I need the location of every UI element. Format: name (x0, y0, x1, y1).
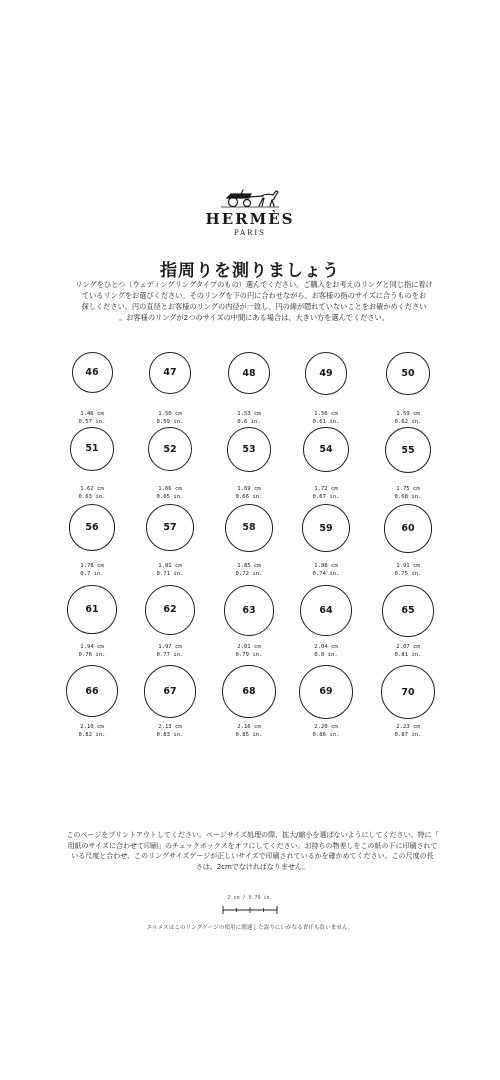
carriage-icon (219, 188, 281, 208)
ring-size-item (50, 427, 134, 501)
ring-diameter-cm: 1.78 cm (80, 562, 104, 569)
ring-size-item (50, 665, 134, 739)
ruler-icon (220, 905, 280, 915)
ring-size-item (128, 427, 212, 501)
ring-diameter-in: 0.8 in. (314, 651, 338, 658)
ring-size-label: 63 (242, 604, 256, 616)
ring-size-label: 48 (242, 367, 256, 379)
ring-size-label: 66 (85, 685, 99, 697)
ring-diameter-cm: 1.97 cm (158, 643, 182, 650)
ring-size-label: 56 (85, 521, 99, 533)
ring-diameter-in: 0.74 in. (312, 570, 340, 577)
ring-size-label: 61 (85, 604, 99, 616)
ring-size-label: 47 (163, 367, 177, 379)
ring-measurement (284, 410, 368, 426)
ring-measurement (128, 723, 212, 739)
ring-size-item (366, 665, 450, 739)
ring-circle (382, 585, 434, 637)
ring-diameter-in: 0.82 in. (78, 731, 106, 738)
ring-diameter-in: 0.71 in. (156, 570, 184, 577)
ring-circle (227, 427, 272, 472)
ring-diameter-cm: 1.62 cm (80, 485, 104, 492)
ring-diameter-in: 0.81 in. (394, 651, 422, 658)
ring-diameter-cm: 1.88 cm (314, 562, 338, 569)
ring-diameter-cm: 1.81 cm (158, 562, 182, 569)
intro-line: リングをひとつ（ウェディングリングタイプのもの）選んでください。ご購入をお考えのリングと同じ指に着け (75, 280, 433, 289)
ring-size-item (284, 427, 368, 501)
ring-size-item (284, 504, 368, 578)
ring-size-label: 64 (319, 605, 333, 617)
ring-size-label: 46 (85, 367, 99, 378)
ring-circle (299, 665, 353, 719)
ring-circle (148, 427, 192, 471)
ring-diameter-in: 0.75 in. (394, 570, 422, 577)
ring-diameter-cm: 2.10 cm (80, 723, 104, 730)
ring-size-label: 68 (242, 686, 256, 698)
ring-diameter-cm: 1.53 cm (237, 410, 261, 417)
ring-diameter-cm: 1.46 cm (80, 411, 104, 417)
brand-name: HERMÈS (205, 210, 295, 228)
ring-diameter-in: 0.65 in. (156, 493, 184, 500)
intro-text (64, 279, 444, 323)
ring-diameter-in: 0.72 in. (235, 570, 263, 577)
ring-measurement (128, 562, 212, 578)
ring-diameter-in: 0.7 in. (80, 570, 104, 577)
ring-circle (386, 352, 429, 395)
ring-size-item (284, 585, 368, 659)
ring-diameter-cm: 1.94 cm (80, 643, 104, 650)
ring-diameter-in: 0.79 in. (235, 651, 263, 658)
ring-diameter-cm: 1.91 cm (396, 562, 420, 569)
ring-diameter-in: 0.6 in. (237, 418, 261, 425)
ring-size-item (207, 352, 291, 426)
ring-diameter-cm: 2.20 cm (314, 723, 338, 730)
ring-size-label: 49 (319, 367, 333, 379)
ring-measurement (207, 562, 291, 578)
ring-diameter-in: 0.66 in. (235, 493, 263, 500)
ring-measurement (366, 562, 450, 578)
ring-size-item (284, 352, 368, 426)
ring-size-label: 55 (401, 444, 415, 456)
ring-diameter-cm: 1.75 cm (396, 485, 420, 492)
ring-size-label: 51 (85, 443, 99, 455)
ring-size-label: 70 (401, 686, 415, 698)
ring-diameter-cm: 1.50 cm (158, 410, 182, 417)
ring-circle (384, 504, 433, 553)
ring-size-label: 67 (163, 685, 177, 697)
ring-measurement (284, 562, 368, 578)
ring-circle (144, 665, 197, 718)
ring-size-item (366, 427, 450, 501)
ring-circle (303, 427, 348, 472)
ring-size-item (366, 585, 450, 659)
ring-diameter-cm: 1.56 cm (314, 410, 338, 417)
ring-measurement (284, 643, 368, 659)
ring-circle (149, 352, 191, 394)
ring-diameter-cm: 2.04 cm (314, 643, 338, 650)
ring-size-label: 62 (163, 604, 177, 616)
ring-diameter-cm: 1.85 cm (237, 562, 261, 569)
ring-diameter-in: 0.83 in. (156, 731, 184, 738)
scale-ruler (0, 895, 500, 915)
footer-line: さは、2cmでなければなりません。 (195, 862, 310, 871)
ring-measurement (128, 643, 212, 659)
ring-measurement (128, 410, 212, 426)
ring-diameter-cm: 2.23 cm (396, 723, 420, 730)
ring-diameter-cm: 1.69 cm (237, 485, 261, 492)
ring-diameter-cm: 1.59 cm (396, 410, 420, 417)
ring-size-item (128, 665, 212, 739)
ring-size-item (128, 352, 212, 426)
ring-measurement (50, 485, 134, 501)
ring-size-item (50, 504, 134, 578)
ring-circle (385, 427, 431, 473)
ring-diameter-in: 0.76 in. (78, 651, 106, 658)
ring-diameter-cm: 2.16 cm (237, 723, 261, 730)
ring-measurement (50, 643, 134, 659)
ring-size-item (366, 352, 450, 426)
ring-size-item (50, 352, 134, 426)
ring-circle (67, 585, 116, 634)
disclaimer: エルメスはこのリングゲージの使用に関連した誤りにいかなる責任も負いません。 (146, 925, 354, 931)
ring-size-item (207, 585, 291, 659)
ring-size-label: 69 (319, 686, 333, 698)
ring-diameter-cm: 2.01 cm (237, 643, 261, 650)
ring-size-label: 65 (401, 605, 415, 617)
ring-measurement (284, 485, 368, 501)
ring-size-item (207, 504, 291, 578)
ring-diameter-in: 0.68 in. (394, 493, 422, 500)
ring-size-item (207, 427, 291, 501)
ring-circle (72, 352, 113, 393)
ring-measurement (366, 410, 450, 426)
ring-measurement (207, 410, 291, 426)
intro-line: ているリングをお選びください。そのリングを下の円に合わせながら、お客様の指のサイズに合うものをお (81, 291, 427, 300)
ring-size-item (366, 504, 450, 578)
ring-diameter-in: 0.77 in. (156, 651, 184, 658)
ring-circle (228, 352, 270, 394)
intro-line: 探しください。円の直径とお客様のリングの内径が一致し、円の線が隠れていないことをお確かめください (81, 302, 427, 311)
ring-circle (70, 427, 114, 471)
ring-size-item (207, 665, 291, 739)
ring-size-label: 53 (242, 443, 256, 455)
ring-measurement (128, 485, 212, 501)
ring-diameter-cm: 2.07 cm (396, 643, 420, 650)
ring-diameter-in: 0.59 in. (156, 418, 184, 425)
ring-measurement (207, 485, 291, 501)
ring-diameter-in: 0.86 in. (312, 731, 340, 738)
ring-diameter-cm: 1.66 cm (158, 485, 182, 492)
ring-size-item (284, 665, 368, 739)
ring-circle (225, 504, 273, 552)
ring-size-label: 52 (163, 443, 177, 455)
ring-circle (222, 665, 275, 718)
ring-diameter-in: 0.61 in. (312, 418, 340, 425)
ring-diameter-in: 0.87 in. (394, 731, 422, 738)
ring-circle (300, 585, 351, 636)
ring-measurement (207, 643, 291, 659)
ring-measurement (284, 723, 368, 739)
ring-circle (381, 665, 435, 719)
ring-circle (145, 585, 195, 635)
ring-measurement (50, 410, 134, 426)
ring-measurement (366, 643, 450, 659)
footer-line: このページをプリントアウトしてください。ページサイズ処理の際、拡大/縮小を選ばないようにしてください。特に「 (66, 831, 439, 839)
ring-size-item (50, 585, 134, 659)
ring-diameter-cm: 1.72 cm (314, 485, 338, 492)
ring-size-label: 58 (242, 522, 256, 534)
ring-size-item (128, 585, 212, 659)
ring-measurement (366, 723, 450, 739)
hermes-logo (0, 188, 500, 237)
ring-size-item (128, 504, 212, 578)
ring-measurement (207, 723, 291, 739)
intro-line: 。お客様のリングが2つのサイズの中間にある場合は、大きい方を選んでください。 (119, 313, 389, 322)
footer-line: 用紙のサイズに合わせて印刷」のチェックボックスをオフにしてください。お持ちの物差しをこの紙の下に印刷されて (67, 841, 438, 850)
ring-circle (302, 504, 350, 552)
ring-diameter-in: 0.62 in. (394, 418, 422, 425)
ring-size-label: 50 (401, 368, 415, 380)
ring-diameter-in: 0.63 in. (78, 493, 106, 500)
page-title: 指周りを測りましょう (160, 261, 340, 281)
scale-label: 2 cm / 0.79 in. (227, 895, 273, 901)
ring-circle (66, 665, 118, 717)
ring-circle (69, 504, 116, 551)
ring-circle (146, 504, 193, 551)
print-instructions (40, 830, 465, 872)
ring-diameter-in: 0.67 in. (312, 493, 340, 500)
ring-measurement (50, 723, 134, 739)
ring-size-label: 59 (319, 522, 333, 534)
ring-circle (224, 585, 275, 636)
ring-size-label: 57 (163, 522, 177, 534)
ring-circle (305, 352, 348, 395)
ring-size-label: 60 (401, 522, 415, 534)
ring-diameter-cm: 2.13 cm (158, 723, 182, 730)
ring-diameter-in: 0.85 in. (235, 731, 263, 738)
ring-size-label: 54 (319, 444, 333, 456)
ring-measurement (366, 485, 450, 501)
ring-diameter-in: 0.57 in. (78, 419, 106, 425)
ring-measurement (50, 562, 134, 578)
brand-city: PARIS (234, 229, 266, 237)
footer-line: いる尺度と合わせ、このリングサイズゲージが正しいサイズで印刷されているかを確かめてください。この尺度の長 (71, 852, 434, 860)
